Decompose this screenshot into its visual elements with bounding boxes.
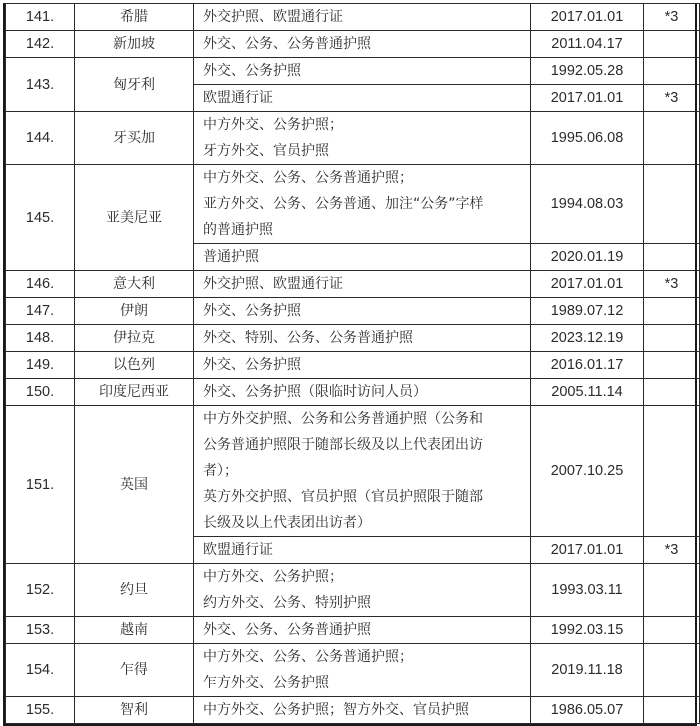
- passport-type-cell: [194, 31, 531, 58]
- note-cell: *3: [644, 271, 700, 298]
- row-number-cell: 143.: [6, 58, 75, 112]
- table-row: [6, 325, 700, 352]
- row-number-cell: 146.: [6, 271, 75, 298]
- passport-type-line: 中方外交、公务、公务普通护照；: [203, 170, 413, 186]
- note-cell: [644, 697, 700, 724]
- passport-type-line: 中方外交、公务护照；智方外交、官员护照: [203, 702, 469, 718]
- row-number-cell: 155.: [6, 697, 75, 724]
- note-cell: [644, 352, 700, 379]
- table-row: [6, 406, 700, 537]
- row-number-cell: 145.: [6, 165, 75, 271]
- effective-date-cell: 1994.08.03: [531, 165, 644, 244]
- note-cell: *3: [644, 85, 700, 112]
- country-cell: 牙买加: [75, 112, 194, 165]
- country-cell: 智利: [75, 697, 194, 724]
- passport-type-line: 中方外交护照、公务和公务普通护照（公务和: [203, 411, 483, 427]
- note-cell: [644, 298, 700, 325]
- note-cell: [644, 406, 700, 537]
- table-row: [6, 564, 700, 617]
- table-row: [6, 644, 700, 697]
- note-cell: [644, 379, 700, 406]
- effective-date-cell: 2017.01.01: [531, 4, 644, 31]
- country-cell: 匈牙利: [75, 58, 194, 112]
- passport-type-line: 的普通护照: [203, 222, 273, 238]
- country-cell: 希腊: [75, 4, 194, 31]
- row-number-cell: 141.: [6, 4, 75, 31]
- passport-type-line: 长级及以上代表团出访者）: [203, 515, 371, 531]
- row-number-cell: 150.: [6, 379, 75, 406]
- passport-type-line: 公务普通护照限于随部长级及以上代表团出访: [203, 437, 483, 453]
- passport-type-cell: [194, 298, 531, 325]
- country-cell: 伊朗: [75, 298, 194, 325]
- passport-type-cell: [194, 537, 531, 564]
- passport-type-line: 亚方外交、公务、公务普通、加注“公务”字样: [203, 196, 484, 212]
- effective-date-cell: 1995.06.08: [531, 112, 644, 165]
- passport-type-cell: [194, 112, 531, 165]
- country-cell: 以色列: [75, 352, 194, 379]
- visa-exemption-table-container: [3, 3, 697, 726]
- passport-type-cell: [194, 352, 531, 379]
- country-cell: 乍得: [75, 644, 194, 697]
- country-cell: 亚美尼亚: [75, 165, 194, 271]
- effective-date-cell: 2019.11.18: [531, 644, 644, 697]
- note-cell: [644, 564, 700, 617]
- country-cell: 伊拉克: [75, 325, 194, 352]
- row-number-cell: 148.: [6, 325, 75, 352]
- table-row: [6, 165, 700, 244]
- passport-type-line: 乍方外交、公务护照: [203, 675, 329, 691]
- passport-type-cell: [194, 697, 531, 724]
- effective-date-cell: 1993.03.11: [531, 564, 644, 617]
- table-row: [6, 379, 700, 406]
- effective-date-cell: 2017.01.01: [531, 85, 644, 112]
- note-cell: [644, 244, 700, 271]
- country-cell: 越南: [75, 617, 194, 644]
- passport-type-line: 外交、公务护照（限临时访问人员）: [203, 384, 427, 400]
- passport-type-line: 外交、公务护照: [203, 357, 301, 373]
- note-cell: [644, 58, 700, 85]
- table-row: [6, 31, 700, 58]
- passport-type-cell: [194, 325, 531, 352]
- effective-date-cell: 2017.01.01: [531, 537, 644, 564]
- country-cell: 新加坡: [75, 31, 194, 58]
- passport-type-line: 中方外交、公务护照；: [203, 569, 343, 585]
- country-cell: 约旦: [75, 564, 194, 617]
- effective-date-cell: 1992.03.15: [531, 617, 644, 644]
- table-row: [6, 271, 700, 298]
- country-cell: 意大利: [75, 271, 194, 298]
- passport-type-line: 者）；: [203, 463, 238, 479]
- note-cell: [644, 165, 700, 244]
- table-row: [6, 4, 700, 31]
- note-cell: [644, 31, 700, 58]
- passport-type-cell: [194, 58, 531, 85]
- row-number-cell: 151.: [6, 406, 75, 564]
- effective-date-cell: 2007.10.25: [531, 406, 644, 537]
- visa-exemption-table: [5, 3, 700, 724]
- table-row: [6, 352, 700, 379]
- note-cell: [644, 325, 700, 352]
- passport-type-cell: [194, 85, 531, 112]
- table-row: [6, 617, 700, 644]
- passport-type-line: 约方外交、公务、特别护照: [203, 595, 371, 611]
- effective-date-cell: 1989.07.12: [531, 298, 644, 325]
- row-number-cell: 147.: [6, 298, 75, 325]
- note-cell: *3: [644, 4, 700, 31]
- effective-date-cell: 1992.05.28: [531, 58, 644, 85]
- passport-type-cell: [194, 4, 531, 31]
- passport-type-cell: [194, 271, 531, 298]
- passport-type-line: 外交、特别、公务、公务普通护照: [203, 330, 413, 346]
- country-cell: 英国: [75, 406, 194, 564]
- passport-type-cell: [194, 165, 531, 244]
- effective-date-cell: 1986.05.07: [531, 697, 644, 724]
- passport-type-line: 外交、公务护照: [203, 63, 301, 79]
- row-number-cell: 144.: [6, 112, 75, 165]
- effective-date-cell: 2020.01.19: [531, 244, 644, 271]
- row-number-cell: 154.: [6, 644, 75, 697]
- passport-type-cell: [194, 379, 531, 406]
- passport-type-line: 外交、公务、公务普通护照: [203, 622, 371, 638]
- effective-date-cell: 2017.01.01: [531, 271, 644, 298]
- row-number-cell: 142.: [6, 31, 75, 58]
- passport-type-line: 欧盟通行证: [203, 90, 273, 106]
- note-cell: *3: [644, 537, 700, 564]
- passport-type-cell: [194, 644, 531, 697]
- note-cell: [644, 644, 700, 697]
- note-cell: [644, 617, 700, 644]
- country-cell: 印度尼西亚: [75, 379, 194, 406]
- effective-date-cell: 2011.04.17: [531, 31, 644, 58]
- table-row: [6, 697, 700, 724]
- passport-type-cell: [194, 244, 531, 271]
- note-cell: [644, 112, 700, 165]
- row-number-cell: 152.: [6, 564, 75, 617]
- table-row: [6, 58, 700, 85]
- table-body: [6, 4, 700, 724]
- passport-type-line: 中方外交、公务护照；: [203, 117, 343, 133]
- passport-type-cell: [194, 406, 531, 537]
- passport-type-line: 欧盟通行证: [203, 542, 273, 558]
- passport-type-line: 外交护照、欧盟通行证: [203, 276, 343, 292]
- passport-type-cell: [194, 617, 531, 644]
- passport-type-line: 中方外交、公务、公务普通护照；: [203, 649, 413, 665]
- passport-type-cell: [194, 564, 531, 617]
- row-number-cell: 153.: [6, 617, 75, 644]
- passport-type-line: 牙方外交、官员护照: [203, 143, 329, 159]
- effective-date-cell: 2023.12.19: [531, 325, 644, 352]
- table-row: [6, 298, 700, 325]
- passport-type-line: 外交护照、欧盟通行证: [203, 9, 343, 25]
- effective-date-cell: 2016.01.17: [531, 352, 644, 379]
- table-row: [6, 112, 700, 165]
- effective-date-cell: 2005.11.14: [531, 379, 644, 406]
- passport-type-line: 英方外交护照、官员护照（官员护照限于随部: [203, 489, 483, 505]
- passport-type-line: 外交、公务护照: [203, 303, 301, 319]
- passport-type-line: 外交、公务、公务普通护照: [203, 36, 371, 52]
- row-number-cell: 149.: [6, 352, 75, 379]
- passport-type-line: 普通护照: [203, 249, 259, 265]
